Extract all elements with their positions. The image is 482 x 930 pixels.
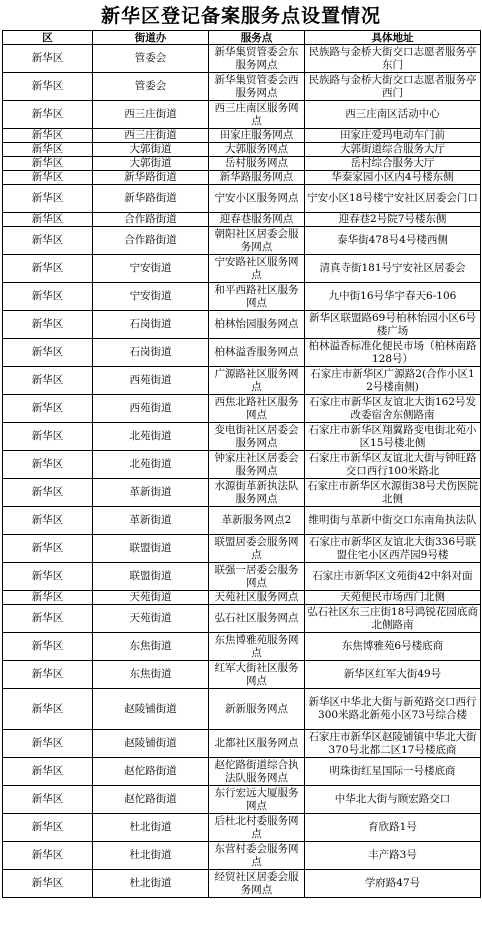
cell-service-point: 经贸社区居委会服务网点: [209, 870, 305, 898]
cell-service-point: 钟家庄社区居委会服务网点: [209, 451, 305, 479]
cell-address: 天苑便民市场西门北侧: [305, 591, 481, 605]
cell-street: 天苑街道: [93, 591, 209, 605]
cell-street: 管委会: [93, 73, 209, 101]
table-row: [3, 73, 481, 101]
table-row: [3, 311, 481, 339]
cell-district: 新华区: [3, 101, 93, 129]
cell-district: 新华区: [3, 786, 93, 814]
table-row: [3, 171, 481, 185]
table-row: [3, 255, 481, 283]
table-row: [3, 786, 481, 814]
table-body: [3, 45, 481, 898]
table-row: [3, 157, 481, 171]
cell-district: 新华区: [3, 283, 93, 311]
cell-address: 西三庄南区活动中心: [305, 101, 481, 129]
cell-street: 西三庄街道: [93, 101, 209, 129]
table-row: [3, 563, 481, 591]
cell-street: 革新街道: [93, 479, 209, 507]
table-row: [3, 689, 481, 730]
cell-address: 泰华街478号4号楼西侧: [305, 227, 481, 255]
cell-service-point: 东行宏远大厦服务网点: [209, 786, 305, 814]
cell-district: 新华区: [3, 535, 93, 563]
cell-district: 新华区: [3, 157, 93, 171]
table-row: [3, 283, 481, 311]
cell-address: 维明街与革新中街交口东南角执法队: [305, 507, 481, 535]
cell-address: 石家庄市新华区翔翼路变电街北苑小区15号楼北侧: [305, 423, 481, 451]
cell-street: 天苑街道: [93, 605, 209, 633]
cell-street: 杜北街道: [93, 842, 209, 870]
cell-street: 赵陵铺街道: [93, 689, 209, 730]
cell-district: 新华区: [3, 423, 93, 451]
cell-district: 新华区: [3, 129, 93, 143]
table-header-row: [3, 31, 481, 45]
cell-street: 新华路街道: [93, 185, 209, 213]
header-service-point: 服务点: [209, 31, 305, 45]
cell-address: 石家庄市新华区赵陵铺镇中华北大街370号北都二区17号楼底商: [305, 730, 481, 758]
cell-district: 新华区: [3, 143, 93, 157]
cell-district: 新华区: [3, 730, 93, 758]
cell-address: 岳村综合服务大厅: [305, 157, 481, 171]
cell-street: 杜北街道: [93, 814, 209, 842]
cell-service-point: 联强一居委会服务网点: [209, 563, 305, 591]
table-row: [3, 535, 481, 563]
cell-address: 大郭街道综合服务大厅: [305, 143, 481, 157]
cell-district: 新华区: [3, 479, 93, 507]
cell-street: 革新街道: [93, 507, 209, 535]
cell-district: 新华区: [3, 213, 93, 227]
cell-service-point: 广源路社区服务网点: [209, 367, 305, 395]
table-row: [3, 143, 481, 157]
cell-street: 西苑街道: [93, 395, 209, 423]
cell-district: 新华区: [3, 591, 93, 605]
cell-address: 石家庄市新华区友谊北大街与钟旺路交口西行100米路北: [305, 451, 481, 479]
cell-service-point: 岳村服务网点: [209, 157, 305, 171]
cell-service-point: 西焦北路社区服务网点: [209, 395, 305, 423]
table-row: [3, 479, 481, 507]
cell-address: 新华区联盟路69号柏林怡园小区6号楼广场: [305, 311, 481, 339]
cell-street: 石岗街道: [93, 339, 209, 367]
cell-service-point: 朝阳社区居委会服务网点: [209, 227, 305, 255]
cell-street: 大郭街道: [93, 157, 209, 171]
cell-address: 九中街16号华宇春天6-106: [305, 283, 481, 311]
cell-district: 新华区: [3, 185, 93, 213]
cell-address: 民族路与金桥大街交口志愿者服务亭西门: [305, 73, 481, 101]
header-address: 具体地址: [305, 31, 481, 45]
cell-address: 民族路与金桥大街交口志愿者服务亭东门: [305, 45, 481, 73]
cell-street: 西苑街道: [93, 367, 209, 395]
cell-service-point: 天苑社区服务网点: [209, 591, 305, 605]
cell-service-point: 新华集贸管委会东服务网点: [209, 45, 305, 73]
cell-district: 新华区: [3, 758, 93, 786]
table-row: [3, 730, 481, 758]
table-row: [3, 451, 481, 479]
table-row: [3, 227, 481, 255]
cell-district: 新华区: [3, 395, 93, 423]
cell-service-point: 迎春巷服务网点: [209, 213, 305, 227]
cell-district: 新华区: [3, 842, 93, 870]
cell-address: 新华区中华北大街与新苑路交口西行300米路北新苑小区73号综合楼: [305, 689, 481, 730]
cell-address: 迎春巷2号院7号楼东侧: [305, 213, 481, 227]
cell-street: 管委会: [93, 45, 209, 73]
cell-service-point: 柏林溢香服务网点: [209, 339, 305, 367]
page-title: 新华区登记备案服务点设置情况: [100, 5, 381, 27]
cell-service-point: 东营村委会服务网点: [209, 842, 305, 870]
cell-service-point: 田家庄服务网点: [209, 129, 305, 143]
cell-district: 新华区: [3, 451, 93, 479]
table-row: [3, 633, 481, 661]
cell-district: 新华区: [3, 689, 93, 730]
cell-district: 新华区: [3, 661, 93, 689]
cell-address: 石家庄市新华区广源路2(合作小区12号楼南侧): [305, 367, 481, 395]
cell-street: 石岗街道: [93, 311, 209, 339]
cell-district: 新华区: [3, 605, 93, 633]
cell-address: 石家庄市新华区友谊北大街336号联盟住宅小区西芹园9号楼: [305, 535, 481, 563]
table-row: [3, 101, 481, 129]
header-district: 区: [3, 31, 93, 45]
cell-address: 柏林溢香标准化便民市场（柏林南路128号）: [305, 339, 481, 367]
cell-street: 北苑街道: [93, 423, 209, 451]
cell-district: 新华区: [3, 73, 93, 101]
cell-address: 石家庄市新华区友谊北大街162号发改委宿舍东侧路南: [305, 395, 481, 423]
cell-address: 弘石社区东三庄街18号鸿锐花园底商北侧路南: [305, 605, 481, 633]
cell-address: 石家庄市新华区水源街38号犬伤医院北侧: [305, 479, 481, 507]
table-row: [3, 45, 481, 73]
cell-street: 东焦街道: [93, 661, 209, 689]
table-row: [3, 842, 481, 870]
cell-district: 新华区: [3, 870, 93, 898]
table-row: [3, 814, 481, 842]
cell-address: 石家庄市新华区文苑街42中斜对面: [305, 563, 481, 591]
cell-service-point: 水源街革新执法队服务网点: [209, 479, 305, 507]
cell-service-point: 新华集贸管委会西服务网点: [209, 73, 305, 101]
cell-service-point: 革新服务网点2: [209, 507, 305, 535]
cell-service-point: 柏林怡园服务网点: [209, 311, 305, 339]
table-row: [3, 395, 481, 423]
service-point-table: [2, 30, 481, 898]
cell-address: 新华区红军大街49号: [305, 661, 481, 689]
cell-district: 新华区: [3, 563, 93, 591]
cell-service-point: 红军大街社区服务网点: [209, 661, 305, 689]
table-row: [3, 339, 481, 367]
table-row: [3, 423, 481, 451]
cell-address: 中华北大街与顾宏路交口: [305, 786, 481, 814]
cell-street: 宁安街道: [93, 283, 209, 311]
table-row: [3, 507, 481, 535]
cell-address: 东焦博雅苑6号楼底商: [305, 633, 481, 661]
table-row: [3, 870, 481, 898]
cell-district: 新华区: [3, 633, 93, 661]
cell-district: 新华区: [3, 311, 93, 339]
table-row: [3, 213, 481, 227]
cell-address: 丰产路3号: [305, 842, 481, 870]
cell-service-point: 东焦博雅苑服务网点: [209, 633, 305, 661]
cell-street: 东焦街道: [93, 633, 209, 661]
cell-service-point: 北都社区服务网点: [209, 730, 305, 758]
cell-service-point: 大郭服务网点: [209, 143, 305, 157]
cell-service-point: 新新服务网点: [209, 689, 305, 730]
header-street: 街道办: [93, 31, 209, 45]
document-page: [2, 0, 480, 898]
table-row: [3, 367, 481, 395]
cell-district: 新华区: [3, 255, 93, 283]
cell-address: 华泰家园小区内4号楼东侧: [305, 171, 481, 185]
table-row: [3, 591, 481, 605]
cell-district: 新华区: [3, 367, 93, 395]
cell-street: 赵佗路街道: [93, 758, 209, 786]
cell-service-point: 新华路服务网点: [209, 171, 305, 185]
cell-district: 新华区: [3, 227, 93, 255]
cell-street: 赵陵铺街道: [93, 730, 209, 758]
table-row: [3, 758, 481, 786]
cell-service-point: 后杜北村委服务网点: [209, 814, 305, 842]
cell-street: 赵佗路街道: [93, 786, 209, 814]
cell-address: 清真寺街181号宁安社区居委会: [305, 255, 481, 283]
cell-district: 新华区: [3, 45, 93, 73]
cell-service-point: 变电街社区居委会服务网点: [209, 423, 305, 451]
table-row: [3, 185, 481, 213]
cell-address: 田家庄爱玛电动车门前: [305, 129, 481, 143]
cell-street: 合作路街道: [93, 213, 209, 227]
cell-address: 学府路47号: [305, 870, 481, 898]
cell-service-point: 赵佗路街道综合执法队服务网点: [209, 758, 305, 786]
cell-street: 杜北街道: [93, 870, 209, 898]
table-row: [3, 605, 481, 633]
cell-service-point: 宁安路社区服务网点: [209, 255, 305, 283]
cell-district: 新华区: [3, 814, 93, 842]
cell-service-point: 和平西路社区服务网点: [209, 283, 305, 311]
cell-district: 新华区: [3, 507, 93, 535]
cell-service-point: 弘石社区服务网点: [209, 605, 305, 633]
cell-street: 西三庄街道: [93, 129, 209, 143]
cell-service-point: 联盟居委会服务网点: [209, 535, 305, 563]
cell-street: 北苑街道: [93, 451, 209, 479]
cell-address: 明珠街红星国际一号楼底商: [305, 758, 481, 786]
cell-street: 联盟街道: [93, 535, 209, 563]
cell-street: 宁安街道: [93, 255, 209, 283]
cell-service-point: 西三庄南区服务网点: [209, 101, 305, 129]
cell-district: 新华区: [3, 339, 93, 367]
cell-street: 合作路街道: [93, 227, 209, 255]
cell-street: 大郭街道: [93, 143, 209, 157]
table-row: [3, 661, 481, 689]
cell-street: 新华路街道: [93, 171, 209, 185]
cell-service-point: 宁安小区服务网点: [209, 185, 305, 213]
cell-address: 宁安小区18号楼宁安社区居委会门口: [305, 185, 481, 213]
cell-street: 联盟街道: [93, 563, 209, 591]
cell-address: 育欣路1号: [305, 814, 481, 842]
table-row: [3, 129, 481, 143]
cell-district: 新华区: [3, 171, 93, 185]
